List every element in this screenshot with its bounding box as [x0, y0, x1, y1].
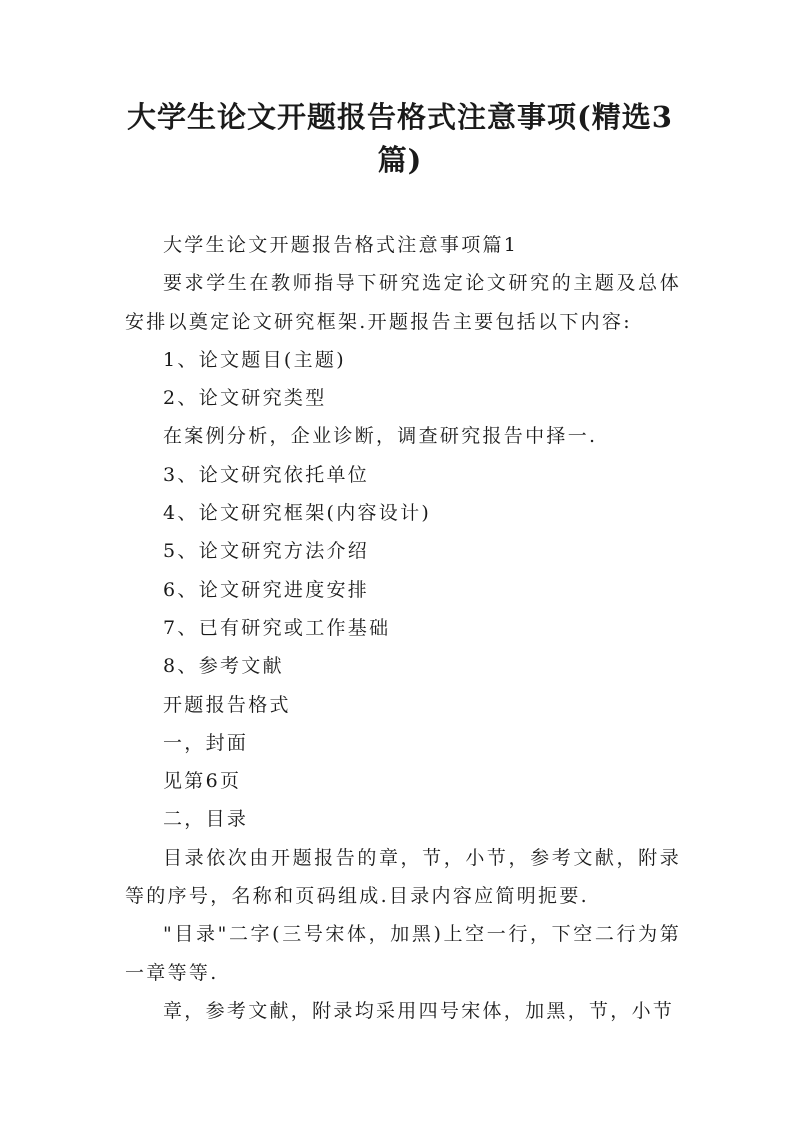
paragraph-subheading: 二，目录 — [163, 808, 249, 831]
list-item: 4、论文研究框架(内容设计) — [163, 502, 432, 525]
document-title: 大学生论文开题报告格式注意事项(精选3篇) — [127, 100, 673, 177]
paragraph: 要求学生在教师指导下研究选定论文研究的主题及总体安排以奠定论文研究框架.开题报告主要包括以下内容: — [125, 272, 681, 333]
paragraph: 章，参考文献，附录均采用四号宋体，加黑，节，小节 — [163, 999, 675, 1022]
list-item: 2、论文研究类型 — [163, 387, 327, 410]
paragraph-section-heading: 大学生论文开题报告格式注意事项篇1 — [163, 234, 519, 256]
list-item: 8、参考文献 — [163, 655, 284, 678]
paragraph-subheading: 开题报告格式 — [163, 693, 291, 716]
paragraph: 目录依次由开题报告的章，节，小节，参考文献，附录等的序号，名称和页码组成.目录内容应简明扼要. — [125, 846, 681, 908]
paragraph: 在案例分析，企业诊断，调查研究报告中择一. — [163, 425, 598, 448]
list-item: 3、论文研究依托单位 — [163, 463, 370, 486]
list-item: 1、论文题目(主题) — [163, 348, 346, 371]
list-item: 7、已有研究或工作基础 — [163, 616, 391, 639]
paragraph: "目录"二字(三号宋体，加黑)上空一行，下空二行为第一章等等. — [125, 923, 681, 984]
paragraph: 见第6页 — [163, 770, 242, 793]
paragraph-subheading: 一，封面 — [163, 731, 249, 754]
list-item: 5、论文研究方法介绍 — [163, 540, 370, 563]
document-body — [125, 226, 681, 1030]
list-item: 6、论文研究进度安排 — [163, 578, 370, 601]
